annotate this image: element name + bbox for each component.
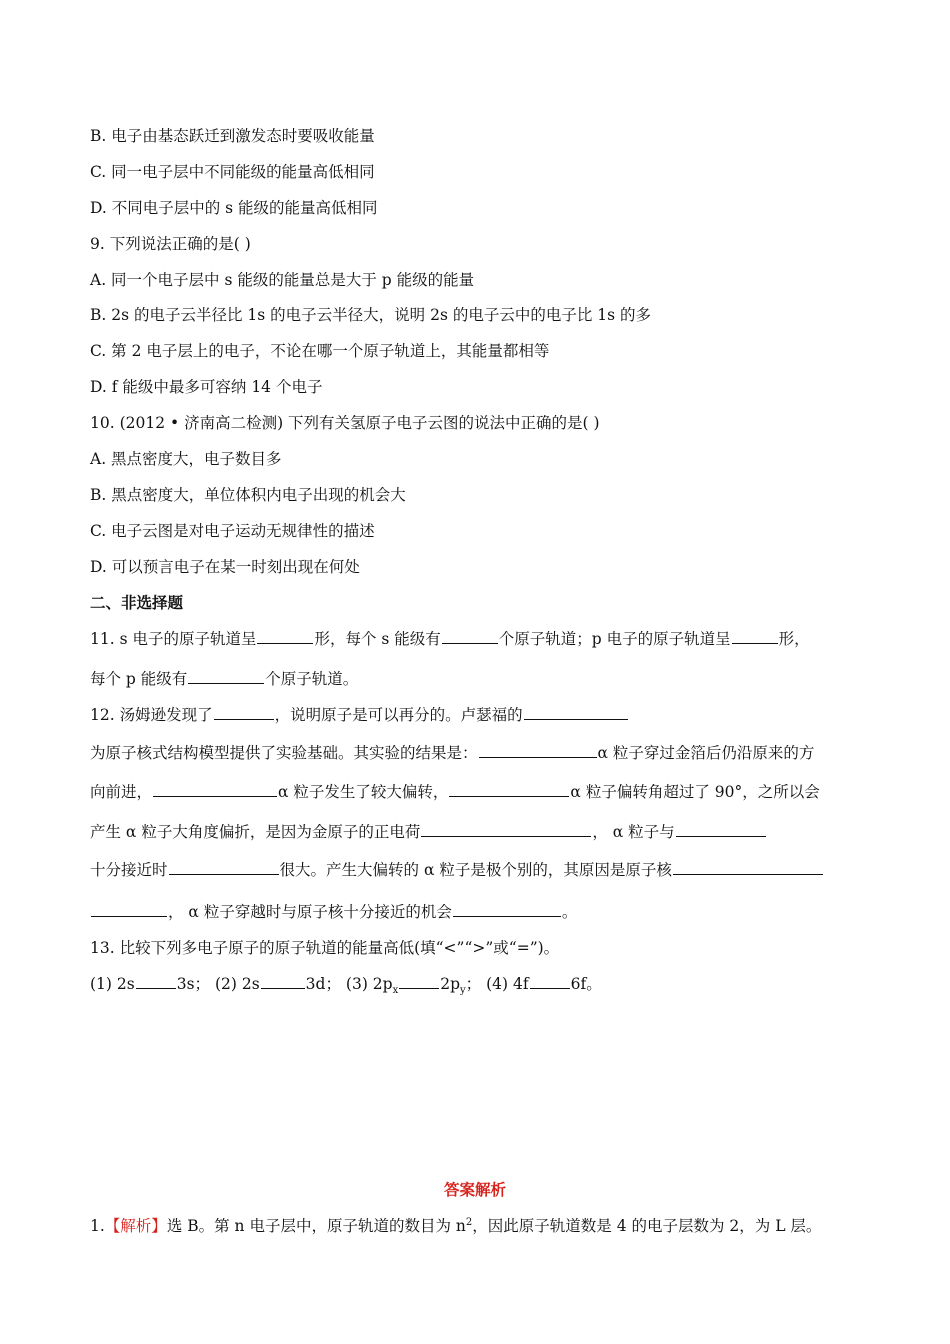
q12-text: 产生 α 粒子大角度偏折，是因为金原子的正电荷: [90, 823, 421, 841]
q12-line1: [90, 705, 629, 725]
q12-text: ， α 粒子穿越时与原子核十分接近的机会: [168, 903, 452, 921]
q12-line4: [90, 822, 767, 842]
answer-blank[interactable]: [136, 974, 176, 989]
q13-stem: 13. 比较下列多电子原子的原子轨道的能量高低(填“<”“>”或“=”)。: [90, 939, 560, 957]
q9-option-a: A. 同一个电子层中 s 能级的能量总是大于 p 能级的能量: [90, 271, 475, 289]
answer-text: ，因此原子轨道数是 4 的电子层数为 2，为 L 层。: [472, 1217, 822, 1236]
analysis-tag: 【解析】: [104, 1217, 167, 1236]
q12-line2: [90, 743, 814, 763]
q11-text: 个原子轨道；p 电子的原子轨道呈: [498, 630, 731, 648]
q9-option-c: C. 第 2 电子层上的电子，不论在哪一个原子轨道上，其能量都相等: [90, 342, 550, 360]
q10-option-a: A. 黑点密度大，电子数目多: [90, 450, 282, 468]
q11-text: 个原子轨道。: [265, 670, 359, 688]
q9-option-b: B. 2s 的电子云半径比 1s 的电子云半径大，说明 2s 的电子云中的电子比 1s 的多: [90, 306, 651, 324]
answer-blank[interactable]: [530, 974, 570, 989]
q9-option-d: D. f 能级中最多可容纳 14 个电子: [90, 378, 323, 396]
q13-text: (4) 4f: [486, 975, 529, 993]
answer-1: [90, 1213, 821, 1236]
q13-text: (1) 2s: [90, 975, 135, 993]
answer-blank[interactable]: [169, 860, 279, 875]
q10-option-b: B. 黑点密度大，单位体积内电子出现的机会大: [90, 486, 406, 504]
q13-items: [90, 974, 602, 1001]
q12-text: 十分接近时: [90, 861, 168, 879]
q11-line1: [90, 629, 810, 649]
subscript: y: [460, 985, 466, 997]
q12-line6: [90, 902, 577, 922]
answer-blank[interactable]: [214, 705, 274, 720]
q12-text: 很大。产生大偏转的 α 粒子是极个别的，其原因是原子核: [279, 861, 672, 879]
q12-text: ， α 粒子与: [592, 823, 675, 841]
q8-option-c: C. 同一电子层中不同能级的能量高低相同: [90, 163, 375, 181]
answer-blank[interactable]: [261, 974, 305, 989]
q9-stem: 9. 下列说法正确的是( ): [90, 235, 251, 253]
q13-text: (2) 2s: [214, 975, 260, 993]
answer-blank[interactable]: [399, 974, 439, 989]
q12-line3: [90, 782, 820, 802]
q12-text: α 粒子偏转角超过了 90°，之所以会: [570, 783, 820, 801]
q11-text: 形，每个 s 能级有: [314, 630, 441, 648]
q11-text: 11. s 电子的原子轨道呈: [90, 630, 257, 648]
q12-text: α 粒子穿过金箔后仍沿原来的方: [597, 744, 815, 762]
q8-option-d: D. 不同电子层中的 s 能级的能量高低相同: [90, 199, 378, 217]
answer-blank[interactable]: [91, 902, 167, 917]
answer-blank[interactable]: [673, 860, 823, 875]
q13-text: 6f。: [570, 975, 602, 993]
q13-text: ；: [465, 975, 482, 993]
q13-text: (3) 2p: [345, 975, 393, 993]
q10-option-c: C. 电子云图是对电子运动无规律性的描述: [90, 522, 375, 540]
answer-blank[interactable]: [453, 902, 561, 917]
answer-blank[interactable]: [676, 822, 766, 837]
answer-blank[interactable]: [153, 782, 277, 797]
answer-blank[interactable]: [449, 782, 569, 797]
q11-text: 形，: [778, 630, 810, 648]
answer-number: 1.: [90, 1217, 105, 1236]
section-heading: 二、非选择题: [90, 594, 184, 612]
answer-blank[interactable]: [524, 705, 628, 720]
q13-text: 3d；: [305, 975, 341, 993]
answer-blank[interactable]: [479, 743, 597, 758]
q12-text: 向前进，: [90, 783, 153, 801]
q12-text: α 粒子发生了较大偏转，: [278, 783, 449, 801]
answers-title: 答案解析: [443, 1181, 506, 1199]
q12-text: ，说明原子是可以再分的。卢瑟福的: [274, 706, 523, 724]
subscript: x: [392, 985, 399, 997]
superscript: 2: [465, 1217, 473, 1228]
q13-text: 3s；: [176, 975, 211, 993]
answer-blank[interactable]: [732, 629, 778, 644]
q12-text: 。: [561, 903, 578, 921]
answer-blank[interactable]: [421, 822, 591, 837]
q13-text: 2p: [440, 975, 461, 993]
q12-line5: [90, 860, 824, 880]
answer-text: 选 B。第 n 电子层中，原子轨道的数目为 n: [166, 1217, 466, 1236]
answer-blank[interactable]: [257, 629, 313, 644]
q10-option-d: D. 可以预言电子在某一时刻出现在何处: [90, 558, 360, 576]
q10-stem: 10. (2012 • 济南高二检测) 下列有关氢原子电子云图的说法中正确的是( ): [90, 414, 600, 432]
q11-line2: [90, 669, 358, 689]
q12-text: 12. 汤姆逊发现了: [90, 706, 213, 724]
q12-text: 为原子核式结构模型提供了实验基础。其实验的结果是：: [90, 744, 478, 762]
answer-blank[interactable]: [188, 669, 264, 684]
q8-option-b: B. 电子由基态跃迁到激发态时要吸收能量: [90, 127, 375, 145]
q11-text: 每个 p 能级有: [90, 670, 188, 688]
answer-blank[interactable]: [442, 629, 498, 644]
